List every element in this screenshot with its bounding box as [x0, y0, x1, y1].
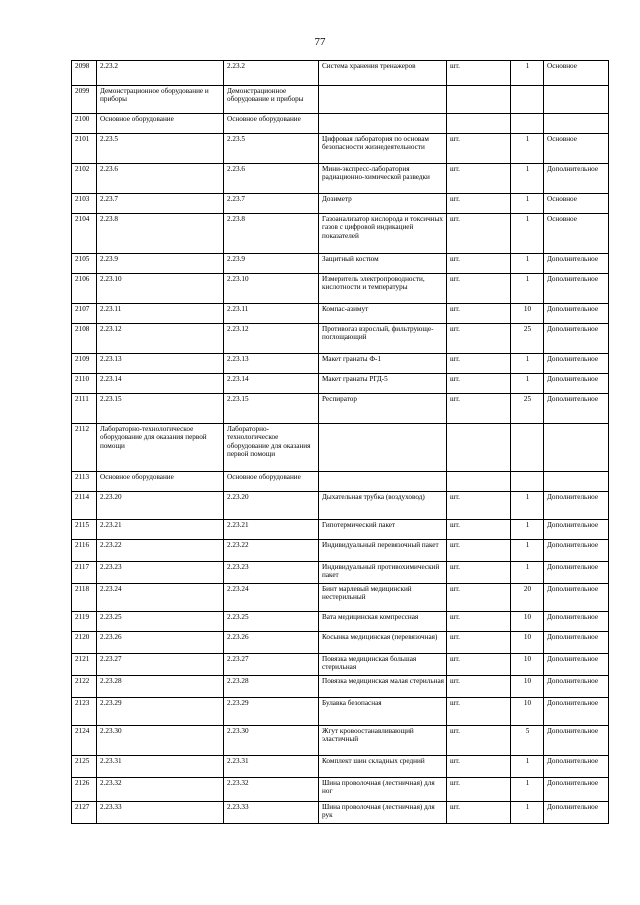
cell-quantity: 10 [511, 698, 544, 726]
cell-equipment-type [544, 86, 609, 114]
cell-equipment-type [544, 424, 609, 472]
cell-code-secondary: 2.23.2 [224, 61, 319, 86]
cell-code-secondary: Основное оборудование [224, 114, 319, 134]
cell-unit-of-measure: шт. [447, 726, 511, 756]
cell-quantity: 10 [511, 632, 544, 654]
cell-unit-of-measure: шт. [447, 374, 511, 394]
table-row [72, 472, 609, 492]
cell-item-name: Шина проволочная (лестничная) для рук [319, 802, 447, 824]
cell-code-primary: 2.23.10 [97, 274, 224, 304]
cell-code-secondary: Основное оборудование [224, 472, 319, 492]
cell-row-number: 2125 [72, 756, 97, 778]
cell-code-primary: 2.23.9 [97, 254, 224, 274]
cell-unit-of-measure: шт. [447, 562, 511, 584]
cell-equipment-type: Дополнительное [544, 324, 609, 354]
cell-quantity [511, 472, 544, 492]
cell-code-secondary: 2.23.15 [224, 394, 319, 424]
cell-code-primary: Лабораторно-технологическое оборудование для оказания первой помощи [97, 424, 224, 472]
cell-row-number: 2105 [72, 254, 97, 274]
cell-item-name: Система хранения тренажеров [319, 61, 447, 86]
cell-unit-of-measure: шт. [447, 676, 511, 698]
cell-code-secondary: 2.23.27 [224, 654, 319, 676]
cell-item-name: Вата медицинская компрессная [319, 612, 447, 632]
cell-row-number: 2111 [72, 394, 97, 424]
cell-quantity: 10 [511, 612, 544, 632]
cell-code-secondary: 2.23.20 [224, 492, 319, 520]
cell-unit-of-measure: шт. [447, 632, 511, 654]
table-row [72, 214, 609, 254]
cell-code-secondary: 2.23.21 [224, 520, 319, 540]
cell-item-name: Защитный костюм [319, 254, 447, 274]
cell-code-primary: 2.23.30 [97, 726, 224, 756]
cell-item-name: Цифровая лаборатория по основам безопасности жизнедеятельности [319, 134, 447, 164]
cell-code-secondary: 2.23.14 [224, 374, 319, 394]
cell-equipment-type: Дополнительное [544, 654, 609, 676]
cell-row-number: 2116 [72, 540, 97, 562]
cell-code-secondary: 2.23.9 [224, 254, 319, 274]
cell-row-number: 2103 [72, 194, 97, 214]
cell-unit-of-measure: шт. [447, 778, 511, 802]
cell-code-primary: 2.23.33 [97, 802, 224, 824]
cell-row-number: 2098 [72, 61, 97, 86]
cell-row-number: 2110 [72, 374, 97, 394]
cell-item-name: Повязка медицинская большая стерильная [319, 654, 447, 676]
table-row [72, 61, 609, 86]
cell-row-number: 2127 [72, 802, 97, 824]
cell-row-number: 2109 [72, 354, 97, 374]
cell-item-name: Косынка медицинская (перевязочная) [319, 632, 447, 654]
cell-code-secondary: 2.23.12 [224, 324, 319, 354]
cell-unit-of-measure: шт. [447, 612, 511, 632]
cell-unit-of-measure [447, 114, 511, 134]
cell-code-primary: 2.23.12 [97, 324, 224, 354]
cell-code-secondary: 2.23.13 [224, 354, 319, 374]
cell-equipment-type: Дополнительное [544, 354, 609, 374]
cell-unit-of-measure: шт. [447, 698, 511, 726]
cell-row-number: 2107 [72, 304, 97, 324]
table-row [72, 778, 609, 802]
cell-code-primary: 2.23.31 [97, 756, 224, 778]
cell-code-primary: 2.23.28 [97, 676, 224, 698]
cell-quantity: 1 [511, 520, 544, 540]
cell-unit-of-measure: шт. [447, 214, 511, 254]
cell-code-primary: 2.23.13 [97, 354, 224, 374]
cell-quantity [511, 114, 544, 134]
cell-item-name: Индивидуальный противохимический пакет [319, 562, 447, 584]
cell-equipment-type: Основное [544, 214, 609, 254]
cell-item-name: Жгут кровоостанавливающий эластичный [319, 726, 447, 756]
cell-code-secondary: 2.23.8 [224, 214, 319, 254]
cell-item-name: Газоанализатор кислорода и токсичных газов с цифровой индикацией показателей [319, 214, 447, 254]
cell-quantity: 5 [511, 726, 544, 756]
cell-quantity: 1 [511, 254, 544, 274]
cell-code-primary: 2.23.7 [97, 194, 224, 214]
cell-quantity: 1 [511, 164, 544, 194]
cell-row-number: 2122 [72, 676, 97, 698]
cell-item-name: Гипотермический пакет [319, 520, 447, 540]
cell-code-secondary: 2.23.29 [224, 698, 319, 726]
cell-quantity: 1 [511, 778, 544, 802]
cell-row-number: 2121 [72, 654, 97, 676]
cell-item-name: Булавка безопасная [319, 698, 447, 726]
cell-code-secondary: 2.23.7 [224, 194, 319, 214]
cell-equipment-type: Дополнительное [544, 676, 609, 698]
table-row [72, 134, 609, 164]
cell-quantity: 1 [511, 354, 544, 374]
cell-row-number: 2124 [72, 726, 97, 756]
cell-code-primary: Основное оборудование [97, 472, 224, 492]
cell-item-name: Индивидуальный перевязочный пакет [319, 540, 447, 562]
cell-quantity: 1 [511, 540, 544, 562]
table-row [72, 676, 609, 698]
cell-equipment-type: Дополнительное [544, 254, 609, 274]
cell-row-number: 2120 [72, 632, 97, 654]
cell-row-number: 2102 [72, 164, 97, 194]
cell-row-number: 2106 [72, 274, 97, 304]
cell-code-secondary: 2.23.22 [224, 540, 319, 562]
cell-item-name [319, 424, 447, 472]
cell-equipment-type: Основное [544, 61, 609, 86]
cell-quantity: 1 [511, 756, 544, 778]
cell-unit-of-measure: шт. [447, 354, 511, 374]
cell-unit-of-measure: шт. [447, 654, 511, 676]
cell-code-primary: Основное оборудование [97, 114, 224, 134]
cell-row-number: 2112 [72, 424, 97, 472]
cell-code-secondary: 2.23.32 [224, 778, 319, 802]
cell-code-primary: 2.23.5 [97, 134, 224, 164]
cell-quantity: 1 [511, 562, 544, 584]
cell-row-number: 2126 [72, 778, 97, 802]
table-row [72, 612, 609, 632]
cell-item-name: Макет гранаты Ф-1 [319, 354, 447, 374]
cell-quantity: 25 [511, 394, 544, 424]
table-row [72, 802, 609, 824]
cell-code-secondary: Демонстрационное оборудование и приборы [224, 86, 319, 114]
cell-quantity: 1 [511, 492, 544, 520]
cell-item-name: Комплект шин складных средний [319, 756, 447, 778]
table-row [72, 492, 609, 520]
cell-equipment-type: Дополнительное [544, 726, 609, 756]
cell-code-primary: 2.23.24 [97, 584, 224, 612]
cell-equipment-type: Дополнительное [544, 520, 609, 540]
cell-unit-of-measure: шт. [447, 756, 511, 778]
page-number: 77 [314, 36, 326, 48]
cell-unit-of-measure: шт. [447, 802, 511, 824]
cell-code-primary: 2.23.11 [97, 304, 224, 324]
cell-row-number: 2104 [72, 214, 97, 254]
table-row [72, 562, 609, 584]
cell-row-number: 2115 [72, 520, 97, 540]
cell-unit-of-measure: шт. [447, 274, 511, 304]
table-row [72, 424, 609, 472]
table-row [72, 304, 609, 324]
cell-unit-of-measure [447, 424, 511, 472]
cell-equipment-type: Дополнительное [544, 374, 609, 394]
cell-code-secondary: 2.23.6 [224, 164, 319, 194]
cell-row-number: 2108 [72, 324, 97, 354]
cell-row-number: 2118 [72, 584, 97, 612]
cell-row-number: 2123 [72, 698, 97, 726]
cell-row-number: 2100 [72, 114, 97, 134]
cell-quantity: 1 [511, 374, 544, 394]
cell-code-secondary: 2.23.10 [224, 274, 319, 304]
cell-equipment-type: Дополнительное [544, 492, 609, 520]
cell-unit-of-measure [447, 86, 511, 114]
cell-quantity: 25 [511, 324, 544, 354]
cell-unit-of-measure: шт. [447, 394, 511, 424]
cell-equipment-type: Дополнительное [544, 756, 609, 778]
cell-row-number: 2113 [72, 472, 97, 492]
equipment-table-body [72, 61, 609, 824]
cell-item-name: Макет гранаты РГД-5 [319, 374, 447, 394]
cell-code-primary: 2.23.32 [97, 778, 224, 802]
table-row [72, 540, 609, 562]
table-row [72, 354, 609, 374]
cell-code-primary: 2.23.14 [97, 374, 224, 394]
cell-quantity [511, 424, 544, 472]
cell-item-name: Дыхательная трубка (воздуховод) [319, 492, 447, 520]
cell-code-secondary: 2.23.31 [224, 756, 319, 778]
cell-row-number: 2101 [72, 134, 97, 164]
table-row [72, 254, 609, 274]
table-row [72, 698, 609, 726]
cell-quantity: 1 [511, 214, 544, 254]
cell-item-name: Повязка медицинская малая стерильная [319, 676, 447, 698]
table-row [72, 726, 609, 756]
table-row [72, 584, 609, 612]
cell-code-secondary: 2.23.26 [224, 632, 319, 654]
cell-quantity: 1 [511, 194, 544, 214]
cell-row-number: 2099 [72, 86, 97, 114]
cell-code-primary: 2.23.20 [97, 492, 224, 520]
cell-item-name: Дозиметр [319, 194, 447, 214]
cell-code-secondary: 2.23.28 [224, 676, 319, 698]
cell-unit-of-measure: шт. [447, 134, 511, 164]
cell-unit-of-measure: шт. [447, 304, 511, 324]
cell-unit-of-measure: шт. [447, 492, 511, 520]
cell-quantity: 1 [511, 134, 544, 164]
table-row [72, 374, 609, 394]
cell-code-secondary: Лабораторно-технологическое оборудование для оказания первой помощи [224, 424, 319, 472]
cell-item-name: Респиратор [319, 394, 447, 424]
cell-equipment-type [544, 472, 609, 492]
cell-equipment-type: Дополнительное [544, 698, 609, 726]
cell-code-primary: 2.23.25 [97, 612, 224, 632]
cell-row-number: 2114 [72, 492, 97, 520]
cell-equipment-type: Основное [544, 134, 609, 164]
cell-code-primary: 2.23.27 [97, 654, 224, 676]
cell-unit-of-measure [447, 472, 511, 492]
cell-code-secondary: 2.23.23 [224, 562, 319, 584]
cell-equipment-type: Дополнительное [544, 164, 609, 194]
cell-code-primary: Демонстрационное оборудование и приборы [97, 86, 224, 114]
cell-quantity: 1 [511, 802, 544, 824]
cell-code-primary: 2.23.21 [97, 520, 224, 540]
cell-code-secondary: 2.23.11 [224, 304, 319, 324]
cell-equipment-type: Дополнительное [544, 632, 609, 654]
cell-unit-of-measure: шт. [447, 194, 511, 214]
cell-quantity [511, 86, 544, 114]
cell-equipment-type: Дополнительное [544, 584, 609, 612]
cell-item-name: Шина проволочная (лестничная) для ног [319, 778, 447, 802]
cell-equipment-type: Дополнительное [544, 274, 609, 304]
table-row [72, 164, 609, 194]
cell-equipment-type [544, 114, 609, 134]
cell-code-primary: 2.23.6 [97, 164, 224, 194]
table-row [72, 654, 609, 676]
cell-quantity: 20 [511, 584, 544, 612]
cell-code-primary: 2.23.22 [97, 540, 224, 562]
cell-equipment-type: Дополнительное [544, 540, 609, 562]
cell-code-secondary: 2.23.30 [224, 726, 319, 756]
cell-code-primary: 2.23.23 [97, 562, 224, 584]
cell-code-secondary: 2.23.25 [224, 612, 319, 632]
table-row [72, 394, 609, 424]
cell-equipment-type: Дополнительное [544, 778, 609, 802]
cell-code-primary: 2.23.26 [97, 632, 224, 654]
cell-unit-of-measure: шт. [447, 164, 511, 194]
cell-quantity: 10 [511, 654, 544, 676]
cell-code-secondary: 2.23.33 [224, 802, 319, 824]
cell-code-primary: 2.23.2 [97, 61, 224, 86]
cell-item-name: Противогаз взрослый, фильтрующе-поглощающий [319, 324, 447, 354]
table-row [72, 274, 609, 304]
cell-row-number: 2117 [72, 562, 97, 584]
cell-code-secondary: 2.23.5 [224, 134, 319, 164]
cell-item-name: Измеритель электропроводности, кислотности и температуры [319, 274, 447, 304]
table-row [72, 114, 609, 134]
cell-item-name [319, 472, 447, 492]
cell-code-primary: 2.23.15 [97, 394, 224, 424]
cell-equipment-type: Дополнительное [544, 562, 609, 584]
cell-quantity: 10 [511, 676, 544, 698]
table-row [72, 632, 609, 654]
cell-unit-of-measure: шт. [447, 540, 511, 562]
cell-unit-of-measure: шт. [447, 324, 511, 354]
cell-quantity: 1 [511, 61, 544, 86]
cell-quantity: 10 [511, 304, 544, 324]
table-row [72, 86, 609, 114]
table-row [72, 756, 609, 778]
cell-equipment-type: Основное [544, 194, 609, 214]
cell-equipment-type: Дополнительное [544, 394, 609, 424]
cell-unit-of-measure: шт. [447, 584, 511, 612]
cell-item-name [319, 86, 447, 114]
cell-equipment-type: Дополнительное [544, 802, 609, 824]
cell-unit-of-measure: шт. [447, 520, 511, 540]
cell-item-name: Бинт марлевый медицинский нестерильный [319, 584, 447, 612]
cell-code-secondary: 2.23.24 [224, 584, 319, 612]
cell-equipment-type: Дополнительное [544, 304, 609, 324]
cell-unit-of-measure: шт. [447, 61, 511, 86]
cell-item-name: Мини-экспресс-лаборатория радиационно-химической разведки [319, 164, 447, 194]
cell-quantity: 1 [511, 274, 544, 304]
cell-equipment-type: Дополнительное [544, 612, 609, 632]
table-row [72, 194, 609, 214]
cell-unit-of-measure: шт. [447, 254, 511, 274]
cell-item-name: Компас-азимут [319, 304, 447, 324]
cell-row-number: 2119 [72, 612, 97, 632]
cell-code-primary: 2.23.8 [97, 214, 224, 254]
equipment-table [71, 60, 609, 824]
table-row [72, 520, 609, 540]
table-row [72, 324, 609, 354]
cell-item-name [319, 114, 447, 134]
cell-code-primary: 2.23.29 [97, 698, 224, 726]
